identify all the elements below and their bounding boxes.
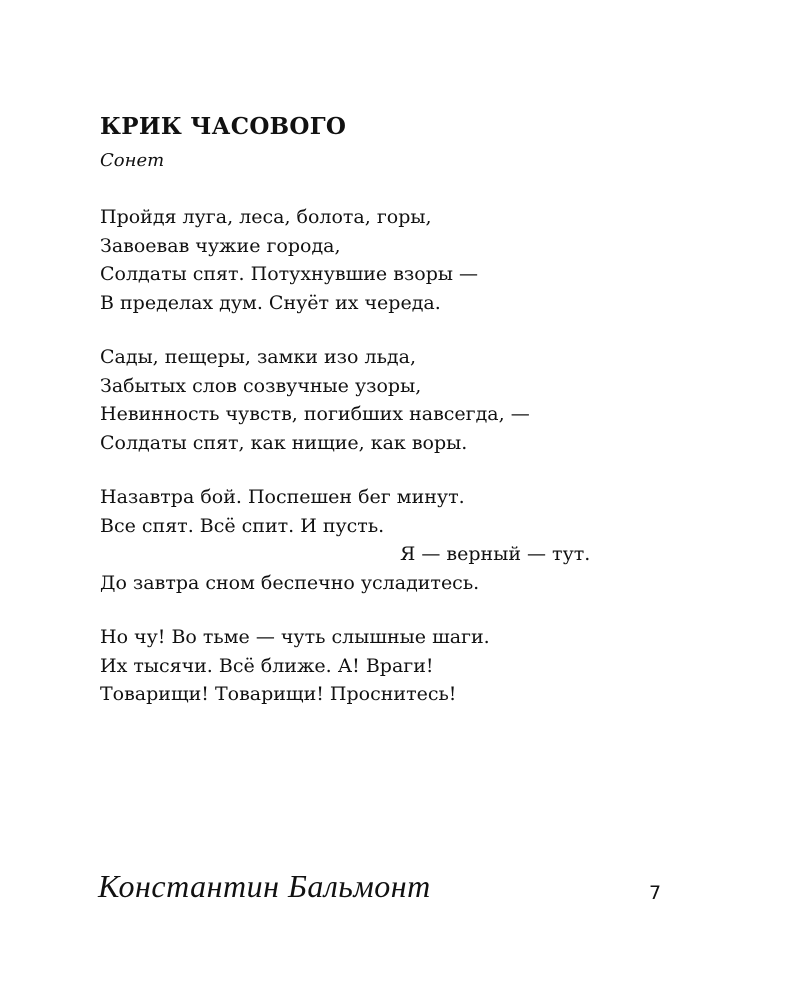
stanza: [100, 343, 700, 457]
poem-line: До завтра сном беспечно усладитесь.: [100, 571, 480, 594]
stanza: [100, 623, 700, 709]
poem-line: Забытых слов созвучные узоры,: [100, 374, 422, 397]
poem-line: Товарищи! Товарищи! Проснитесь!: [100, 683, 457, 705]
poem-line: Но чу! Во тьме — чуть слышные шаги.: [100, 626, 490, 648]
stanza: [100, 203, 700, 317]
poem-line: Пройдя луга, леса, болота, горы,: [100, 206, 432, 228]
stanza: [100, 483, 700, 597]
poem-title: КРИК ЧАСОВОГО: [100, 113, 347, 140]
poem-subtitle: Сонет: [100, 150, 165, 171]
poem-line: Все спят. Всё спит. И пусть.: [100, 514, 385, 537]
poem-line: В пределах дум. Снуёт их череда.: [100, 291, 441, 314]
poem-line: Солдаты спят. Потухнувшие взоры —: [100, 263, 479, 285]
author-signature: Константин Бальмонт: [98, 868, 431, 904]
page-number: 7: [649, 882, 662, 904]
poem-line-indented: Я — верный — тут.: [400, 543, 591, 565]
poem-line: Назавтра бой. Поспешен бег минут.: [100, 486, 465, 508]
poem-body: [100, 203, 700, 735]
poem-line: Сады, пещеры, замки изо льда,: [100, 346, 416, 368]
poem-line: Их тысячи. Всё ближе. А! Враги!: [100, 654, 434, 677]
poem-line: Завоевав чужие города,: [100, 234, 341, 257]
poem-line: Невинность чувств, погибших навсегда, —: [100, 403, 530, 425]
poem-line: Солдаты спят, как нищие, как воры.: [100, 431, 468, 454]
